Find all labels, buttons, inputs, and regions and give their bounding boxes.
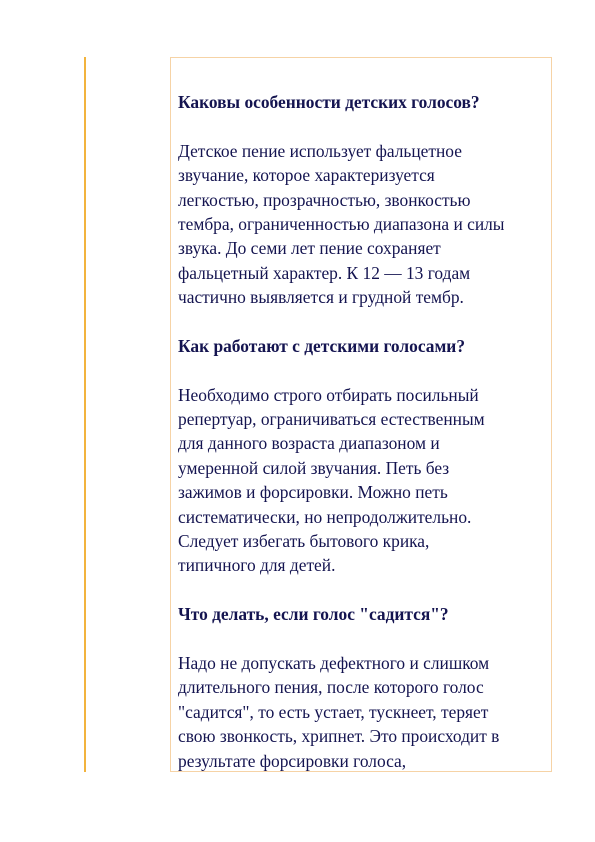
section-2-line: Следует избегать бытового крика, [178, 531, 430, 552]
section-3-line: Надо не допускать дефектного и слишком [178, 652, 490, 673]
section-1-heading: Каковы особенности детских голосов? [178, 92, 480, 112]
section-3-line: свою звонкость, хрипнет. Это происходит в [178, 726, 500, 747]
left-margin-rule [84, 57, 86, 772]
document-body [178, 90, 550, 772]
section-2-line: зажимов и форсировки. Можно петь [178, 482, 448, 503]
section-3-line: "садится", то есть устает, тускнеет, теряет [178, 701, 489, 722]
section-1-line: тембра, ограниченностью диапазона и силы [178, 213, 505, 234]
spacer [178, 114, 550, 138]
section-1-line: легкостью, прозрачностью, звонкостью [178, 189, 471, 210]
section-2-line: систематически, но непродолжительно. [178, 506, 472, 527]
section-1-line: фальцетный характер. К 12 — 13 годам [178, 262, 471, 283]
section-3-line: результате форсировки голоса, [178, 750, 407, 771]
spacer [178, 358, 550, 382]
section-1-line: звука. До семи лет пение сохраняет [178, 238, 441, 259]
section-1-line: звучание, которое характеризуется [178, 165, 435, 186]
section-2-line: умеренной силой звучания. Петь без [178, 457, 450, 478]
section-2-line: репертуар, ограничиваться естественным [178, 409, 485, 430]
section-2-heading: Как работают с детскими голосами? [178, 335, 466, 356]
section-2-line: для данного возраста диапазоном и [178, 433, 440, 454]
section-3-heading: Что делать, если голос "садится"? [178, 604, 449, 625]
section-2-line: Необходимо строго отбирать посильный [178, 384, 479, 405]
section-1-line: Детское пение использует фальцетное [178, 140, 462, 161]
spacer [178, 578, 550, 602]
spacer [178, 627, 550, 651]
section-3-line: длительного пения, после которого голос [178, 677, 484, 698]
text-frame [170, 57, 552, 772]
section-2-line: типичного для детей. [178, 555, 336, 576]
section-1-line: частично выявляется и грудной тембр. [178, 287, 464, 308]
spacer [178, 310, 550, 334]
